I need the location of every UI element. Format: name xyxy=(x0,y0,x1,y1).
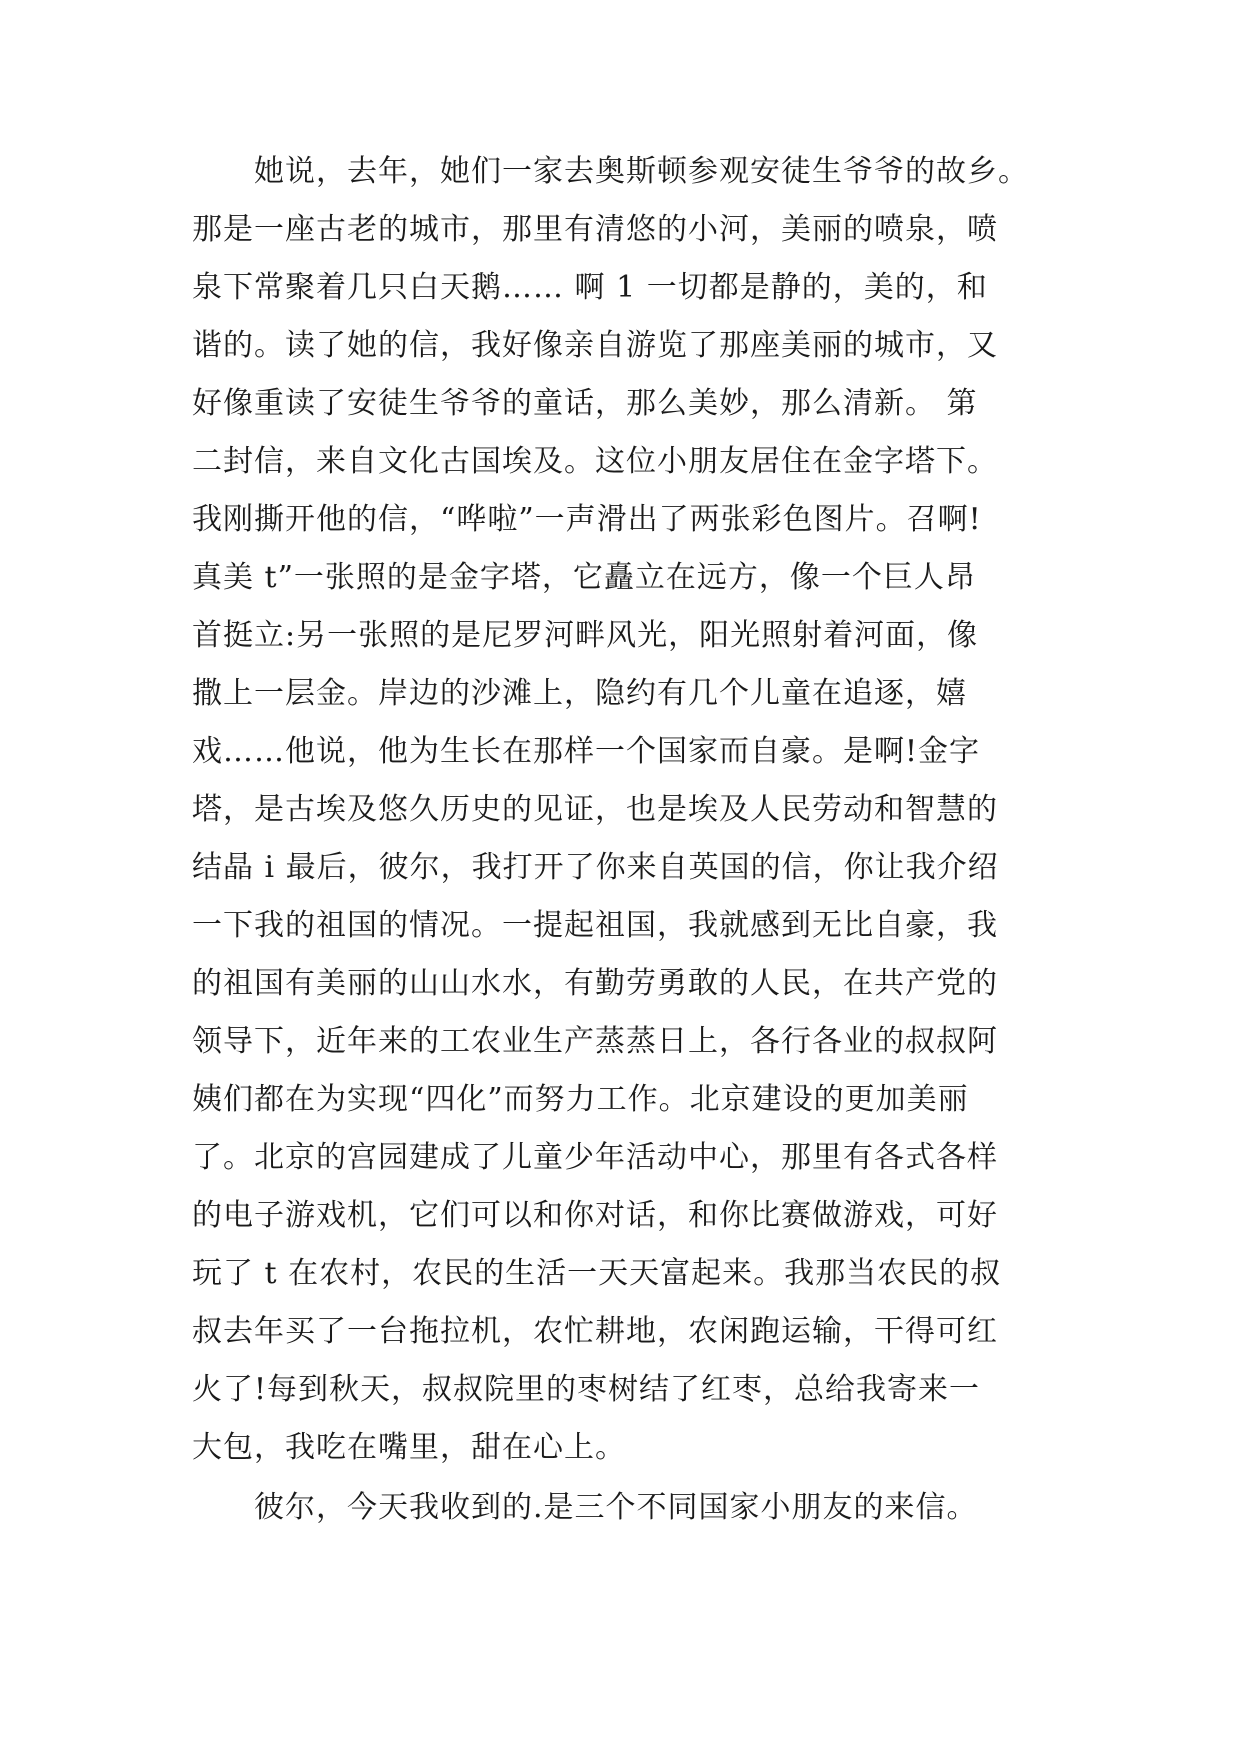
paragraph-1-line-8: 真美 t”一张照的是金字塔，它矗立在远方，像一个巨人昂 xyxy=(192,560,976,595)
paragraph-2-line-1: 彼尔，今天我收到的.是三个不同国家小朋友的来信。 xyxy=(254,1490,978,1525)
paragraph-1-line-12: 塔，是古埃及悠久历史的见证，也是埃及人民劳动和智慧的 xyxy=(192,792,998,827)
paragraph-1-line-15: 的祖国有美丽的山山水水，有勤劳勇敢的人民，在共产党的 xyxy=(192,966,998,1001)
paragraph-1-line-3: 泉下常聚着几只白天鹅…… 啊 1 一切都是静的，美的，和 xyxy=(192,270,988,305)
paragraph-1-line-16: 领导下，近年来的工农业生产蒸蒸日上，各行各业的叔叔阿 xyxy=(192,1024,998,1059)
paragraph-1-line-13: 结晶 i 最后，彼尔，我打开了你来自英国的信，你让我介绍 xyxy=(192,850,999,885)
paragraph-1-line-14: 一下我的祖国的情况。一提起祖国，我就感到无比自豪，我 xyxy=(192,908,998,943)
paragraph-1-line-6: 二封信，来自文化古国埃及。这位小朋友居住在金字塔下。 xyxy=(192,444,998,479)
paragraph-1-line-1: 她说，去年，她们一家去奥斯顿参观安徒生爷爷的故乡。 xyxy=(254,154,1029,189)
paragraph-1-line-2: 那是一座古老的城市，那里有清悠的小河，美丽的喷泉，喷 xyxy=(192,212,998,247)
paragraph-1-line-9: 首挺立:另一张照的是尼罗河畔风光，阳光照射着河面，像 xyxy=(192,618,979,653)
paragraph-1-line-19: 的电子游戏机，它们可以和你对话，和你比赛做游戏，可好 xyxy=(192,1198,998,1233)
paragraph-1-line-10: 撒上一层金。岸边的沙滩上，隐约有几个儿童在追逐，嬉 xyxy=(192,676,967,711)
paragraph-1-line-22: 火了!每到秋天，叔叔院里的枣树结了红枣，总给我寄来一 xyxy=(192,1372,981,1407)
paragraph-1-line-20: 玩了 t 在农村，农民的生活一天天富起来。我那当农民的叔 xyxy=(192,1256,1002,1291)
paragraph-1-line-7: 我刚撕开他的信，“哗啦”一声滑出了两张彩色图片。召啊! xyxy=(192,502,982,537)
paragraph-1-line-17: 姨们都在为实现“四化”而努力工作。北京建设的更加美丽 xyxy=(192,1082,969,1117)
paragraph-1-line-5: 好像重读了安徒生爷爷的童话，那么美妙，那么清新。 第 xyxy=(192,386,978,421)
paragraph-1-line-23: 大包，我吃在嘴里，甜在心上。 xyxy=(192,1430,626,1465)
paragraph-1-line-21: 叔去年买了一台拖拉机，农忙耕地，农闲跑运输，干得可红 xyxy=(192,1314,998,1349)
paragraph-1-line-11: 戏……他说，他为生长在那样一个国家而自豪。是啊!金字 xyxy=(192,734,981,769)
paragraph-1-line-18: 了。北京的宫园建成了儿童少年活动中心，那里有各式各样 xyxy=(192,1140,998,1175)
paragraph-1-line-4: 谐的。读了她的信，我好像亲自游览了那座美丽的城市，又 xyxy=(192,328,998,363)
